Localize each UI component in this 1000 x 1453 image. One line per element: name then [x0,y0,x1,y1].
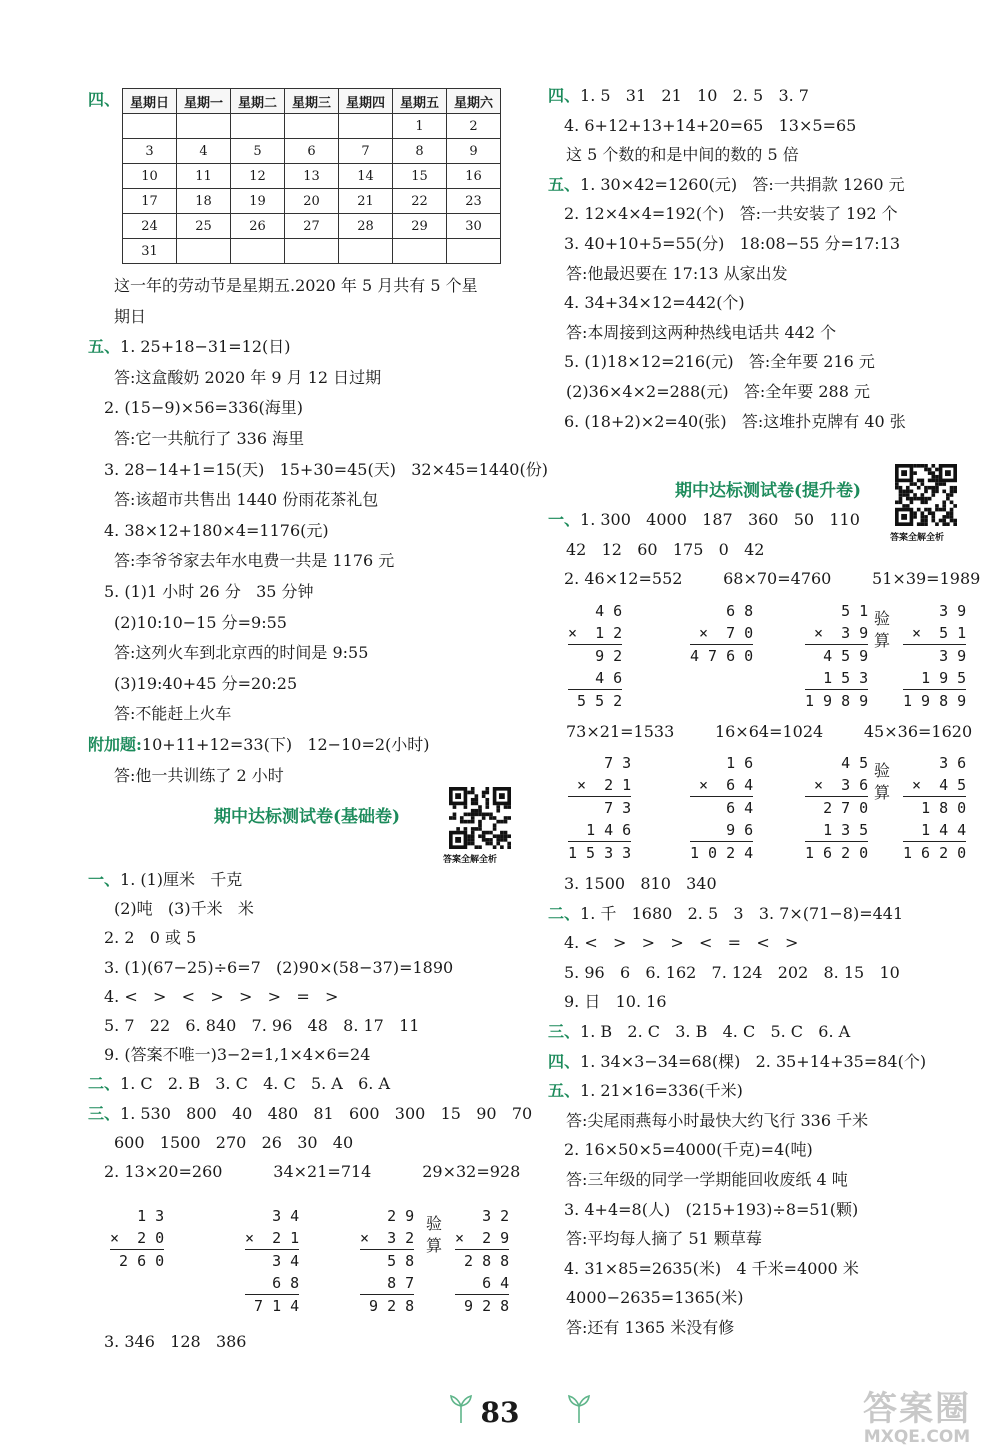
calendar-day-cell: 11 [177,164,231,189]
vertical-multiplication [568,752,631,864]
left-last-line: 3. 346 128 386 [104,1332,247,1351]
vertical-row: × 2 1 [245,1227,299,1250]
answer-line [548,904,903,924]
calendar-day-cell [285,239,339,264]
answer-line [104,1016,419,1036]
answer-line [566,1170,848,1190]
calendar-day-cell: 28 [339,214,393,239]
answer-line [566,1288,743,1308]
answer-line [548,510,860,530]
answer-line [104,958,453,978]
vertical-row: 1 8 0 [921,799,967,817]
check-label: 验 [873,761,890,780]
vertical-row: 9 2 8 [369,1297,415,1315]
calendar-row [123,114,501,139]
calendar-day-cell [231,239,285,264]
answer-line [564,1259,859,1279]
vertical-multiplication [455,1205,509,1317]
qr-code-icon [449,787,511,849]
vertical-row: 3 4 [272,1207,300,1225]
answer-line [564,204,898,224]
leaf-decoration-icon [566,1394,592,1424]
calendar-day-cell: 20 [285,189,339,214]
answer-text: 答:还有 1365 米没有修 [566,1318,735,1337]
answer-line [114,1133,353,1153]
vertical-row: 3 2 [482,1207,510,1225]
vertical-row: × 7 0 [690,622,753,645]
calendar-day-cell [285,114,339,139]
answer-line [564,933,798,953]
calendar-day-cell: 21 [339,189,393,214]
calendar-day-cell: 13 [285,164,339,189]
calendar-day-cell: 2 [447,114,501,139]
vertical-row: 6 4 [455,1272,509,1295]
answer-text: 1. 30×42=1260(元) 答:一共捐款 1260 元 [580,174,905,194]
answer-line [114,429,304,449]
answer-line [104,1162,520,1182]
answer-line [566,1111,868,1131]
vertical-row: 2 9 [387,1207,415,1225]
answer-text: 这一年的劳动节是星期五.2020 年 5 月共有 5 个星 [114,276,478,295]
answer-text: 10+11+12=33(下) 12−10=2(小时) [141,735,430,754]
calendar-table [122,88,501,264]
calendar-day-cell: 3 [123,139,177,164]
section-label: 一、 [548,510,581,529]
answer-line [564,412,906,432]
vertical-row: 2 7 0 [823,799,869,817]
answer-line [88,870,242,890]
answer-text: 1. (1)厘米 千克 [120,870,243,889]
vertical-row: 9 6 [690,819,753,842]
vertical-row: 5 5 2 [577,692,623,710]
vertical-row: × 2 9 [455,1227,509,1250]
answer-line [114,490,378,510]
vertical-row: × 4 5 [903,774,966,797]
answer-line [114,704,231,724]
vertical-row: 7 3 [604,799,632,817]
vertical-row: 1 4 4 [903,819,966,842]
answer-line [114,643,368,663]
answer-text: 这 5 个数的和是中间的数的 5 倍 [566,145,799,165]
answer-line [566,145,799,165]
vertical-row: × 2 0 [110,1227,164,1250]
vertical-row: 6 8 [726,602,754,620]
answer-text: 2. 2 0 或 5 [104,928,197,948]
vertical-row: 4 6 [595,602,623,620]
calendar-row [123,239,501,264]
answer-text: 答:尖尾雨燕每小时最快大约飞行 336 千米 [566,1110,869,1130]
answer-text: 答:三年级的同学一学期能回收废纸 4 吨 [566,1170,848,1189]
answer-text: 答:本周接到这两种热线电话共 442 个 [566,322,837,342]
answer-line [104,987,338,1007]
check-label: 算 [873,783,890,802]
answer-line [564,569,980,589]
calendar-header-cell: 星期六 [447,89,501,114]
answer-text: 2. 13×20=260 34×21=714 29×32=928 [104,1162,521,1181]
calendar-day-cell: 17 [123,189,177,214]
vertical-row: 9 2 [595,647,623,665]
watermark-logo: 答案圈 MXQE.COM [863,1389,971,1447]
vertical-row: 3 9 [939,602,967,620]
vertical-row: 5 1 [841,602,869,620]
answer-text: 3. 1500 810 340 [564,874,717,893]
answer-line [548,1052,926,1072]
vertical-row: × 3 6 [805,774,868,797]
vertical-row: 6 8 [245,1272,299,1295]
vertical-row: 1 0 2 4 [690,844,754,862]
calendar-day-cell: 31 [123,239,177,264]
answer-text: 1. 530 800 40 480 81 600 300 15 90 70 [120,1103,533,1123]
calendar-day-cell: 30 [447,214,501,239]
answer-text: 3. (1)(67−25)÷6=7 (2)90×(58−37)=1890 [104,957,454,977]
calendar-day-cell: 24 [123,214,177,239]
calendar-day-cell: 25 [177,214,231,239]
answer-line [564,874,717,894]
answer-line [564,963,900,983]
calendar-header-cell: 星期二 [231,89,285,114]
answer-text: 5. 96 6 6. 162 7. 124 202 8. 15 10 [564,962,900,982]
calendar-day-cell: 18 [177,189,231,214]
check-label: 算 [873,631,890,650]
calendar-day-cell: 29 [393,214,447,239]
answer-line [114,368,381,388]
section-label: 五、 [548,1081,581,1101]
vertical-row: 2 6 0 [119,1252,165,1270]
answer-line [564,992,667,1012]
calendar-header-cell: 星期三 [285,89,339,114]
vertical-multiplication [805,752,868,864]
calendar-day-cell: 27 [285,214,339,239]
answer-text: 9. 日 10. 16 [564,992,667,1012]
calendar-day-cell: 12 [231,164,285,189]
section-label: 五、 [88,337,121,357]
vertical-row: 4 5 [841,754,869,772]
calendar-day-cell: 22 [393,189,447,214]
vertical-row: 4 7 6 0 [690,647,754,665]
answer-line [114,551,394,571]
calendar-day-cell: 5 [231,139,285,164]
section-title-basic: 期中达标测试卷(基础卷) [214,807,401,827]
answer-line [104,1045,370,1065]
vertical-row: 8 7 [360,1272,414,1295]
vertical-row: 1 6 2 0 [903,844,967,862]
calendar-day-cell [177,114,231,139]
answer-line [564,352,875,372]
calendar-day-cell: 1 [393,114,447,139]
answer-text: 1. 34×3−34=68(棵) 2. 35+14+35=84(个) [580,1051,927,1071]
calendar-day-cell [123,114,177,139]
answer-text: 1. C 2. B 3. C 4. C 5. A 6. A [120,1074,391,1094]
answer-text: 答:他一共训练了 2 小时 [114,765,284,785]
section-label: 二、 [88,1074,121,1094]
answer-text: 1. 千 1680 2. 5 3 3. 7×(71−8)=441 [580,903,904,923]
section-label: 二、 [548,903,581,923]
answer-text: 2. (15−9)×56=336(海里) [104,398,303,418]
answer-text: 期日 [114,306,147,326]
calendar-day-cell: 23 [447,189,501,214]
vertical-multiplication [360,1205,414,1317]
answer-line [564,1200,858,1220]
answer-text: 5. (1)1 小时 26 分 35 分钟 [104,582,314,601]
answer-text: 4. < > > > < = < > [564,933,799,953]
calendar-day-cell: 14 [339,164,393,189]
answer-line [104,582,314,602]
vertical-multiplication [245,1205,299,1317]
answer-text: 答:这盒酸奶 2020 年 9 月 12 日过期 [114,367,382,387]
answer-line [88,337,291,357]
vertical-multiplication [568,600,622,712]
answer-text: 3. 40+10+5=55(分) 18:08−55 分=17:13 [564,234,901,253]
vertical-row: 1 9 8 9 [805,692,869,710]
answer-line [114,307,146,327]
answer-line [114,674,297,694]
answer-text: (3)19:40+45 分=20:25 [114,673,298,693]
calendar-day-cell: 15 [393,164,447,189]
qr-caption: 答案全解全析 [890,533,945,543]
vertical-multiplication [903,752,966,864]
vertical-row: 1 4 6 [568,819,631,842]
vertical-row: 9 2 8 [464,1297,510,1315]
calendar-day-cell: 16 [447,164,501,189]
section-label: 四、 [548,86,581,105]
section-label: 三、 [548,1022,581,1041]
answer-text: 答:该超市共售出 1440 份雨花茶礼包 [114,490,379,510]
vertical-row: 3 4 [272,1252,300,1270]
calendar-day-cell: 19 [231,189,285,214]
answer-text: 4. 31×85=2635(米) 4 千米=4000 米 [564,1258,859,1278]
answer-text: 2. 46×12=552 68×70=4760 51×39=1989 [564,569,981,588]
vertical-row: × 6 4 [690,774,753,797]
calendar-header-cell: 星期四 [339,89,393,114]
check-label: 算 [425,1236,442,1255]
calendar-day-cell: 7 [339,139,393,164]
answer-line [104,398,303,418]
answer-text: (2)36×4×2=288(元) 答:全年要 288 元 [566,382,870,401]
answer-text: 答:不能赶上火车 [114,704,232,724]
answer-line [564,116,856,136]
answer-line [566,264,788,284]
calendar-row [123,189,501,214]
calendar-row [123,139,501,164]
answer-text: 6. (18+2)×2=40(张) 答:这堆扑克牌有 40 张 [564,411,906,431]
section-label: 三、 [88,1103,121,1123]
vertical-row: 1 9 5 [903,667,966,690]
calendar-header-cell: 星期五 [393,89,447,114]
answer-line [566,540,764,560]
answer-line [548,1081,743,1101]
check-label: 验 [425,1214,442,1233]
answer-text: 2. 16×50×5=4000(千克)=4(吨) [564,1140,813,1160]
answer-text: 4. 38×12+180×4=1176(元) [104,520,329,540]
vertical-row: × 5 1 [903,622,966,645]
answer-line [548,86,809,106]
calendar-day-cell: 8 [393,139,447,164]
answer-text: 9. (答案不唯一)3−2=1,1×4×6=24 [104,1045,371,1065]
answer-line [88,735,430,755]
answer-text: 1. 5 31 21 10 2. 5 3. 7 [580,86,809,105]
calendar-day-cell [393,239,447,264]
vertical-row: 1 3 5 [805,819,868,842]
vertical-row: 4 6 [568,667,622,690]
answer-text: 答:平均每人摘了 51 颗草莓 [566,1229,762,1249]
answer-line [564,1140,813,1160]
answer-line [566,1229,762,1249]
answer-text: 答:他最迟要在 17:13 从家出发 [566,263,788,283]
page-number: 83 [480,1396,520,1429]
vertical-row: 6 4 [726,799,754,817]
calendar-day-cell [339,114,393,139]
answer-text: 1. 21×16=336(千米) [580,1081,743,1101]
vertical-multiplication [690,752,753,864]
calendar-day-cell [447,239,501,264]
calendar-day-cell [177,239,231,264]
vertical-row: 4 5 9 [823,647,869,665]
answer-text: 1. 300 4000 187 360 50 110 [580,510,860,529]
answer-line [564,293,745,313]
vertical-row: 1 6 [726,754,754,772]
section-label: 五、 [548,174,581,194]
vertical-multiplication [805,600,868,712]
answer-text: (2)10:10−15 分=9:55 [114,612,287,632]
calendar-day-cell [339,239,393,264]
answer-line [114,899,254,919]
answer-line [104,521,329,541]
answer-line [114,613,287,633]
answer-line [114,276,478,296]
vertical-row: 2 8 8 [464,1252,510,1270]
vertical-row: × 1 2 [568,622,622,645]
answer-text: 答:李爷爷家去年水电费一共是 1176 元 [114,551,395,571]
answer-text: 4000−2635=1365(米) [566,1288,744,1308]
answer-line [566,382,870,402]
answer-text: 3. 28−14+1=15(天) 15+30=45(天) 32×45=1440(份) [104,459,548,479]
vertical-multiplication [110,1205,164,1272]
calendar-day-cell: 10 [123,164,177,189]
answer-text: 600 1500 270 26 30 40 [114,1132,354,1152]
vertical-multiplication [690,600,753,667]
answer-text: 1. 25+18−31=12(日) [120,337,291,357]
answer-line [114,766,284,786]
qr-code-icon [895,464,957,526]
answer-text: 42 12 60 175 0 42 [566,539,765,559]
calendar-row [123,164,501,189]
vertical-row: 7 3 [604,754,632,772]
answer-line [88,1074,390,1094]
vertical-row: 1 5 3 [805,667,868,690]
answer-line [548,1022,850,1042]
answer-text: 4. < > < > > > = > [104,986,339,1006]
answer-text: (2)吨 (3)千米 米 [114,899,254,919]
vertical-row: 3 6 [939,754,967,772]
vertical-row: 1 3 [137,1207,165,1225]
calendar-day-cell: 9 [447,139,501,164]
calendar-day-cell [231,114,285,139]
section-label: 四、 [548,1051,581,1071]
answer-text: 答:这列火车到北京西的时间是 9:55 [114,643,369,663]
calendar-header-cell: 星期一 [177,89,231,114]
answer-text: 1. B 2. C 3. B 4. C 5. C 6. A [580,1022,851,1041]
answer-text: 4. 6+12+13+14+20=65 13×5=65 [564,115,857,135]
answer-text: 5. 7 22 6. 840 7. 96 48 8. 17 11 [104,1016,420,1035]
answer-text: 4. 34+34×12=442(个) [564,293,745,313]
answer-line [566,323,836,343]
section-label: 一、 [88,870,121,889]
right-row2: 73×21=1533 16×64=1024 45×36=1620 [566,722,973,741]
vertical-row: 5 8 [387,1252,415,1270]
calendar-day-cell: 26 [231,214,285,239]
vertical-row: 7 1 4 [254,1297,300,1315]
vertical-row: 1 9 8 9 [903,692,967,710]
answer-line [566,1318,734,1338]
vertical-multiplication [903,600,966,712]
answer-text: 3. 4+4=8(人) (215+193)÷8=51(颗) [564,1199,859,1219]
answer-line [104,928,196,948]
answer-text: 5. (1)18×12=216(元) 答:全年要 216 元 [564,352,875,372]
vertical-row: 1 5 3 3 [568,844,632,862]
vertical-row: 3 9 [939,647,967,665]
check-label: 验 [873,609,890,628]
vertical-row: × 3 2 [360,1227,414,1250]
vertical-row: × 2 1 [568,774,631,797]
answer-text: 答:它一共航行了 336 海里 [114,429,305,448]
calendar-header-cell: 星期日 [123,89,177,114]
answer-line [104,460,548,480]
section-label-4: 四、 [88,90,121,109]
calendar-day-cell: 6 [285,139,339,164]
qr-caption: 答案全解全析 [443,855,498,865]
vertical-row: 1 6 2 0 [805,844,869,862]
section-title-advanced: 期中达标测试卷(提升卷) [675,481,862,501]
calendar-row [123,214,501,239]
section-label: 附加题: [88,735,142,754]
answer-text: 2. 12×4×4=192(个) 答:一共安装了 192 个 [564,204,898,224]
vertical-row: × 3 9 [805,622,868,645]
answer-line [88,1104,532,1124]
answer-line [548,175,905,195]
answer-line [564,234,900,254]
calendar-day-cell: 4 [177,139,231,164]
